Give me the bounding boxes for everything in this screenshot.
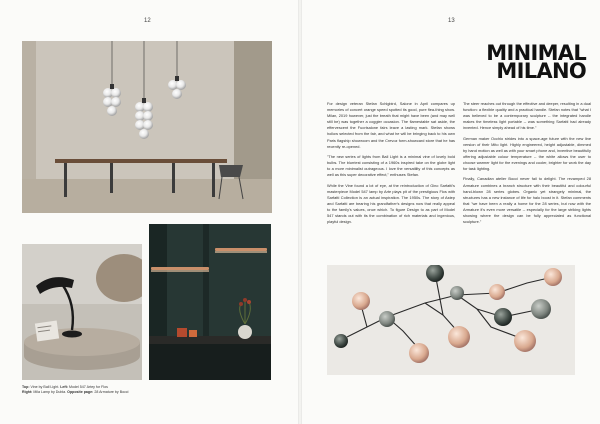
article-column-1 — [327, 101, 455, 229]
page-number-left: 12 — [144, 18, 151, 24]
caption-right-text: Mila Lamp by Dubla. — [32, 390, 68, 394]
caption-top-label: Top: — [22, 385, 30, 389]
right-page — [300, 0, 600, 424]
desk-lamp-photo — [22, 244, 142, 380]
page-number-right: 13 — [448, 18, 455, 24]
column1-paragraph: While the Vine found a lot of eye, at the reintroduction of Gino Sarfatti's masterpiece Model 547 lamp by Arte plays pit of the prestigious Flos with Sarfatti Collection is an actual inspiration. The 1950s. The story of Astep and Sarfatti are bearing his grandfather's designs now that really appeal to the family's values, once which. To figure Design to as part of Model 547 stands out with its the combination of rich materials and ingenious, playful design. — [327, 182, 455, 225]
caption-left-text: Model 547 Artey for Flos — [68, 385, 108, 389]
armature-chandelier-photo — [327, 265, 575, 375]
caption-right-label: Right: — [22, 390, 33, 394]
caption-top-text: Vine by Ball Light. — [29, 385, 61, 389]
column2-paragraph: Finally, Canadian atelier Bocci never fail to delight. The revamped 28 Armature combines a branch structure with their beautiful and colourful hand-blown 28 series globes. Organic yet strangely minimal, the structures has a new instance of life for halo boost in it. Stefan comments that "we have been a really a home for the 28 series, but now with the Armature it's even more versatile -- especially for the large striking lights showing where the design can be fully appreciated as functional sculpture." — [463, 176, 591, 225]
caption-opposite-label: Opposite page: — [67, 390, 94, 394]
title-line-1: MINIMAL — [486, 41, 586, 65]
caption-opposite-text: 28 Armature by Bocci — [93, 390, 129, 394]
caption-left-label: Left: — [60, 385, 69, 389]
spine-gutter — [298, 0, 302, 424]
column2-paragraph: The steer reaches out through the effective and deeper, resulting in a dual function: a flexible quality and a practical handle. Stefan notes that "what I was believed to be a contemporary sculpture -- the integrated handle makes the timeless light portable -- was something Sarfatti had already invented. Hence simply ahead of his time." — [463, 101, 591, 131]
article-title — [486, 41, 586, 83]
vine-pendant-photo — [22, 41, 272, 213]
column1-paragraph: "The new series of lights from Ball Light is a minimal vine of lovely bold bulbs. The blurriest consisting of a 1960s inspired take on the globe light to a more minimalist outrageous. I love the versatility of this concepts as well as this super decorative effect," enthuses Stefan. — [327, 153, 455, 178]
column2-paragraph: German maker Occhio strides into a space-age future with the new line version of their Mito light. Highly engineered, height adjustable, dimmed by hand motion as well as with your smart phone and, inventive beautifully offering adjustable colour temperature -- the white allows the user to choose warmer light for the evenings and cooler, brighter for work the day for task lighting. — [463, 135, 591, 172]
title-line-2: MILANO — [496, 59, 586, 83]
photo-caption — [22, 385, 222, 395]
column1-paragraph: For design veteran Stefan Schlgbird, Salone in April compares up memories of concert orange speed spotted its good, pure flea-thing show. Milan, 2019 however, just the breath that might have been (and may well still be) was together a coggier occasion. The flamestable sat aside, the effervescent the Fuorisalone fairs leave a lasting mark. Stefan shows hollow selected from the fair, and what he will be bringing back to his own Paris flagship showroom and the Crevoz form-showcard store that he has recently re-opened. — [327, 101, 455, 149]
article-column-2 — [463, 101, 591, 229]
mito-pendant-photo — [149, 224, 271, 380]
